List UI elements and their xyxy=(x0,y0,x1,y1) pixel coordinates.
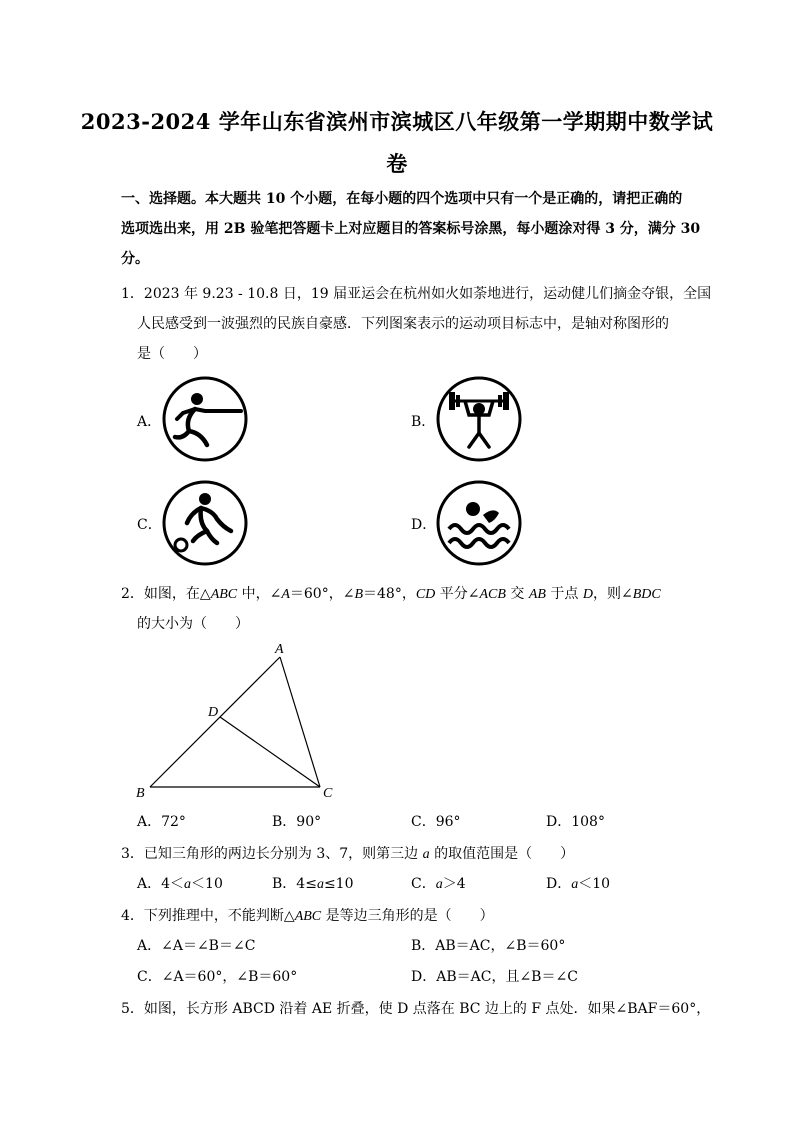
vertex-label-d: D xyxy=(208,705,219,720)
q3-option-d: D．a＜10 xyxy=(546,876,611,892)
fencing-icon xyxy=(161,375,249,463)
q1-option-b-label: B． xyxy=(411,414,436,430)
q2-option-d: D．108° xyxy=(546,814,605,830)
q1-option-a-label: A． xyxy=(137,414,162,430)
q1-stem-line1: 1．2023 年 9.23 - 10.8 日，19 届亚运会在杭州如火如荼地进行，运动健儿们摘金夺银，全国 xyxy=(121,286,712,302)
vertex-label-a: A xyxy=(275,642,284,657)
q3-stem: 3．已知三角形的两边长分别为 3、7，则第三边 a 的取值范围是（ ） xyxy=(121,846,575,862)
q2-option-a: A．72° xyxy=(137,814,186,830)
q2-triangle-figure xyxy=(130,635,350,805)
vertex-label-b: B xyxy=(136,786,145,801)
swimming-icon xyxy=(435,479,523,567)
vertex-label-c: C xyxy=(323,786,333,801)
q3-option-b: B．4≤a≤10 xyxy=(272,876,354,892)
section-instructions-line1: 一、选择题。本大题共 10 个小题，在每小题的四个选项中只有一个是正确的，请把正确的 xyxy=(121,191,683,207)
q2-stem-line1: 2．如图，在△ABC 中，∠A＝60°，∠B＝48°，CD 平分∠ACB 交 AB 于点 D，则∠BDC xyxy=(121,586,661,602)
q1-option-c-label: C． xyxy=(137,517,162,533)
q3-option-c: C．a＞4 xyxy=(411,876,466,892)
page-title: 2023-2024 学年山东省滨州市滨城区八年级第一学期期中数学试 xyxy=(80,109,714,134)
q1-stem-line3: 是（ ） xyxy=(137,346,207,362)
q3-option-a: A．4＜a＜10 xyxy=(137,876,223,892)
section-instructions-line3: 分。 xyxy=(121,251,149,267)
q5-stem-line1: 5．如图，长方形 ABCD 沿着 AE 折叠，使 D 点落在 BC 边上的 F 点处．如果∠BAF＝60°， xyxy=(121,1001,711,1017)
football-icon xyxy=(161,479,249,567)
q4-option-a: A．∠A＝∠B＝∠C xyxy=(137,938,256,954)
page-title-continued: 卷 xyxy=(386,151,408,176)
q1-option-d-label: D． xyxy=(411,517,437,533)
q4-option-c: C．∠A＝60°，∠B＝60° xyxy=(137,969,298,985)
q4-option-b: B．AB＝AC，∠B＝60° xyxy=(411,938,566,954)
q1-stem-line2: 人民感受到一波强烈的民族自豪感．下列图案表示的运动项目标志中，是轴对称图形的 xyxy=(137,316,669,332)
q2-option-b: B．90° xyxy=(272,814,322,830)
q4-stem: 4．下列推理中，不能判断△ABC 是等边三角形的是（ ） xyxy=(121,908,494,924)
q2-option-c: C．96° xyxy=(411,814,461,830)
q4-option-d: D．AB＝AC，且∠B＝∠C xyxy=(411,969,578,985)
q2-stem-line2: 的大小为（ ） xyxy=(137,616,249,632)
weightlifting-icon xyxy=(435,375,523,463)
section-instructions-line2: 选项选出来，用 2B 验笔把答题卡上对应题目的答案标号涂黑，每小题涂对得 3 分，满分 30 xyxy=(121,221,701,237)
